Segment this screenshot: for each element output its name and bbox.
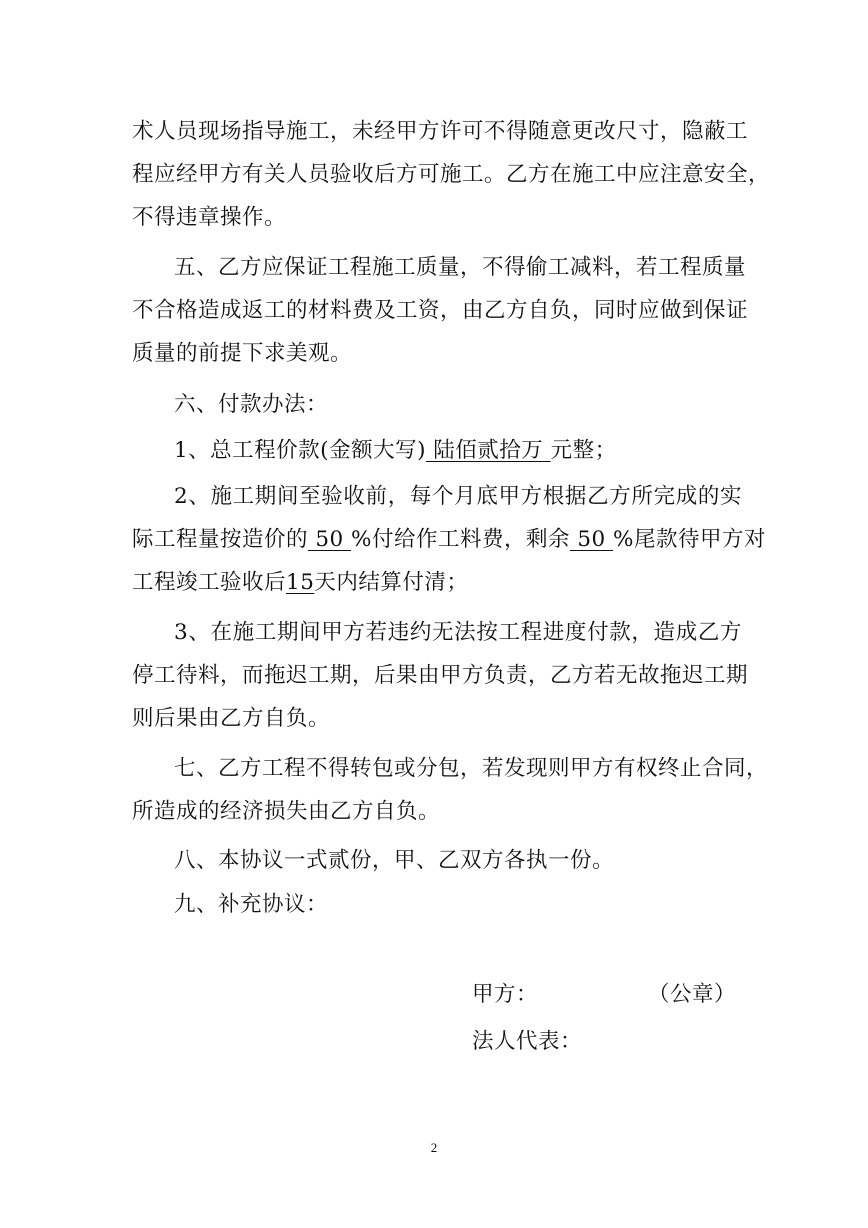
payment-item-3-line-3: 则后果由乙方自负。 — [132, 706, 331, 731]
clause-nine: 九、补充协议： — [174, 892, 329, 917]
legal-representative-label: 法人代表： — [472, 1029, 583, 1054]
official-seal-label: （公章） — [648, 982, 737, 1007]
payment-item-1 — [174, 436, 617, 466]
progress-payment-percent: 50 — [308, 527, 352, 552]
remaining-payment-percent: 50 — [569, 527, 614, 552]
total-amount-words: 陆佰贰拾万 — [425, 438, 551, 463]
text-line-2: 程应经甲方有关人员验收后方可施工。乙方在施工中应注意安全， — [132, 162, 771, 187]
clause-six-heading: 六、付款办法： — [174, 392, 329, 417]
payment-item-2-text-d: 工程竣工验收后 — [132, 570, 287, 595]
party-a-label: 甲方： — [472, 982, 539, 1007]
payment-item-1-prefix: 1、总工程价款(金额大写) — [174, 438, 426, 463]
clause-seven-line-2: 所造成的经济损失由乙方自负。 — [132, 799, 441, 824]
payment-item-2-line-1: 2、施工期间至验收前，每个月底甲方根据乙方所完成的实 — [174, 484, 742, 509]
settlement-days: 15 — [286, 570, 315, 595]
clause-five-line-2: 不合格造成返工的材料费及工资，由乙方自负，同时应做到保证 — [132, 298, 749, 323]
page-number: 2 — [430, 1140, 438, 1155]
payment-item-1-suffix: 元整； — [550, 438, 617, 463]
payment-item-2-line-2 — [132, 525, 766, 555]
payment-item-2-text-a: 际工程量按造价的 — [132, 527, 309, 552]
payment-item-3-line-1: 3、在施工期间甲方若违约无法按工程进度付款，造成乙方 — [174, 620, 742, 645]
clause-five-line-1: 五、乙方应保证工程施工质量，不得偷工减料，若工程质量 — [174, 255, 747, 280]
clause-five-line-3: 质量的前提下求美观。 — [132, 341, 353, 366]
clause-seven-line-1: 七、乙方工程不得转包或分包，若发现则甲方有权终止合同， — [174, 756, 769, 781]
payment-item-2-line-3 — [132, 568, 468, 598]
text-line-3: 不得违章操作。 — [132, 205, 287, 230]
payment-item-2-text-b: %付给作工料费，剩余 — [351, 527, 570, 552]
text-line-1: 术人员现场指导施工，未经甲方许可不得随意更改尺寸，隐蔽工 — [132, 119, 749, 144]
payment-item-2-text-e: 天内结算付清； — [314, 570, 469, 595]
clause-eight: 八、本协议一式贰份，甲、乙双方各执一份。 — [174, 848, 615, 873]
payment-item-3-line-2: 停工待料，而拖迟工期，后果由甲方负责，乙方若无故拖迟工期 — [132, 663, 749, 688]
payment-item-2-text-c: %尾款待甲方对 — [613, 527, 766, 552]
